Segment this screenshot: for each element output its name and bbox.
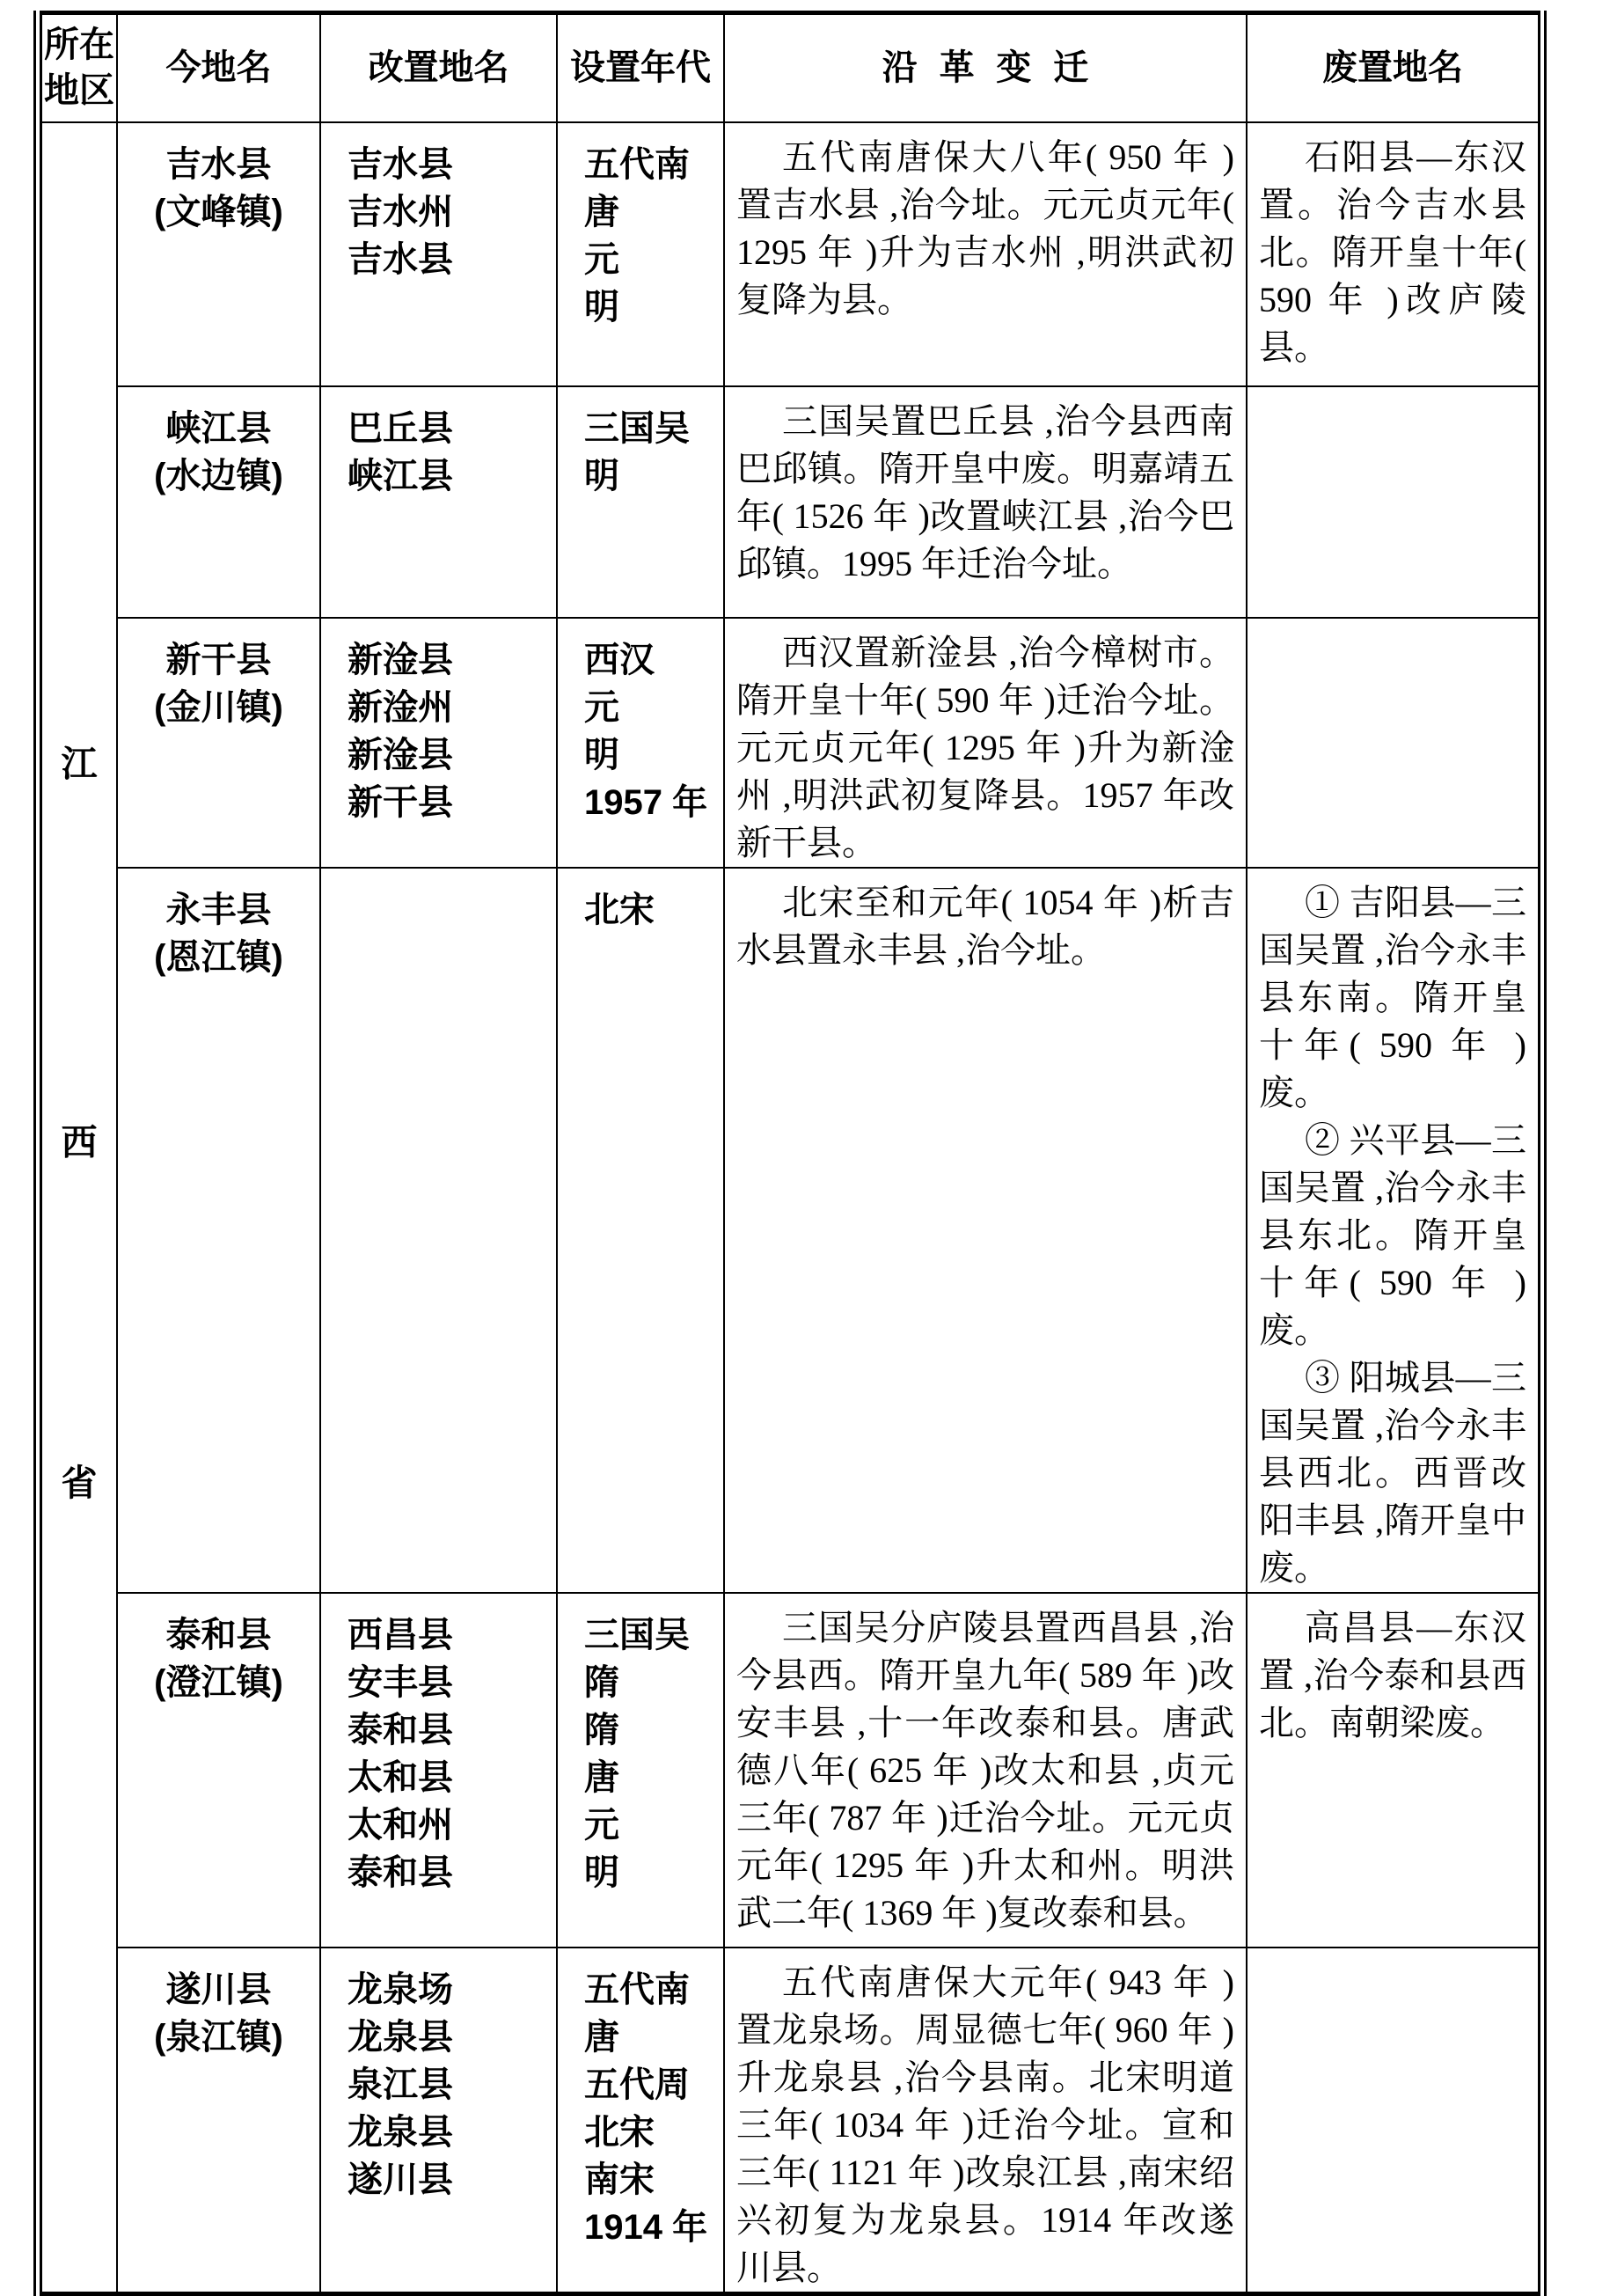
evolution-cell: 五代南唐保大八年( 950 年 )置吉水县 ,治今址。元元贞元年( 1295 年 )升为吉水州 ,明洪武初复降为县。: [724, 122, 1247, 386]
renamed-cell: 吉水县 吉水州 吉水县: [320, 122, 557, 386]
header-renamed: 改置地名: [320, 13, 557, 122]
abolished-cell: [1247, 386, 1542, 618]
abolished-cell: 石阳县—东汉置。治今吉水县北。隋开皇十年( 590 年 )改庐陵县。: [1247, 122, 1542, 386]
gazetteer-table: [33, 11, 1547, 2296]
today-name-cell: 遂川县 (泉江镇): [117, 1948, 320, 2294]
renamed-cell: 新淦县 新淦州 新淦县 新干县: [320, 618, 557, 868]
abolished-cell: ① 吉阳县—三国吴置 ,治今永丰县东南。隋开皇十年( 590 年 )废。 ② 兴平县—三国吴置 ,治今永丰县东北。隋开皇十年( 590 年 )废。 ③ 阳城县—三国吴置 ,治今永丰县西北。西晋改阳丰县 ,隋开皇中废。: [1247, 868, 1542, 1593]
today-name-cell: 永丰县 (恩江镇): [117, 868, 320, 1593]
abolished-cell: [1247, 1948, 1542, 2294]
renamed-cell: [320, 868, 557, 1593]
renamed-cell: 巴丘县 峡江县: [320, 386, 557, 618]
renamed-cell: 西昌县 安丰县 泰和县 太和县 太和州 泰和县: [320, 1593, 557, 1948]
evolution-cell: 西汉置新淦县 ,治今樟树市。隋开皇十年( 590 年 )迁治今址。元元贞元年( 1295 年 )升为新淦州 ,明洪武初复降县。1957 年改新干县。: [724, 618, 1247, 868]
evolution-cell: 五代南唐保大元年( 943 年 )置龙泉场。周显德七年( 960 年 )升龙泉县 ,治今县南。北宋明道三年( 1034 年 )迁治今址。宣和三年( 1121 年 )改泉江县 ,南宋绍兴初复为龙泉县。1914 年改遂川县。: [724, 1948, 1247, 2294]
today-name-cell: 泰和县 (澄江镇): [117, 1593, 320, 1948]
table-row: [38, 1593, 1542, 1948]
table-row: [38, 618, 1542, 868]
table-header: [38, 13, 1542, 122]
province-char: 西: [61, 1121, 98, 1163]
evolution-cell: 三国吴置巴丘县 ,治今县西南巴邱镇。隋开皇中废。明嘉靖五年( 1526 年 )改置峡江县 ,治今巴邱镇。1995 年迁治今址。: [724, 386, 1247, 618]
today-name-cell: 峡江县 (水边镇): [117, 386, 320, 618]
province-char: 省: [61, 1462, 98, 1503]
abolished-cell: 高昌县—东汉置 ,治今泰和县西北。南朝梁废。: [1247, 1593, 1542, 1948]
table-row: [38, 868, 1542, 1593]
era-cell: 西汉 元 明 1957 年: [557, 618, 724, 868]
era-cell: 北宋: [557, 868, 724, 1593]
table-row: [38, 122, 1542, 386]
evolution-cell: 三国吴分庐陵县置西昌县 ,治今县西。隋开皇九年( 589 年 )改安丰县 ,十一年改泰和县。唐武德八年( 625 年 )改太和县 ,贞元三年( 787 年 )迁治今址。元元贞元年( 1295 年 )升太和州。明洪武二年( 1369 年 )复改泰和县。: [724, 1593, 1247, 1948]
province-char: 江: [61, 743, 98, 784]
header-era: 设置年代: [557, 13, 724, 122]
era-cell: 三国吴 隋 隋 唐 元 明: [557, 1593, 724, 1948]
abolished-cell: [1247, 618, 1542, 868]
era-cell: 五代南唐 元 明: [557, 122, 724, 386]
table-row: [38, 1948, 1542, 2294]
today-name-cell: 新干县 (金川镇): [117, 618, 320, 868]
header-today-name: 今地名: [117, 13, 320, 122]
era-cell: 五代南唐 五代周 北宋 南宋 1914 年: [557, 1948, 724, 2294]
today-name-cell: 吉水县 (文峰镇): [117, 122, 320, 386]
vertical-province-name: [42, 123, 116, 2147]
era-cell: 三国吴 明: [557, 386, 724, 618]
region-cell-jiangxi: [38, 122, 117, 2294]
table-row: [38, 386, 1542, 618]
evolution-cell: 北宋至和元年( 1054 年 )析吉水县置永丰县 ,治今址。: [724, 868, 1247, 1593]
header-region: 所在地区: [38, 13, 117, 122]
renamed-cell: 龙泉场 龙泉县 泉江县 龙泉县 遂川县: [320, 1948, 557, 2294]
header-abolished: 废置地名: [1247, 13, 1542, 122]
header-evolution: 沿革变迁: [724, 13, 1247, 122]
